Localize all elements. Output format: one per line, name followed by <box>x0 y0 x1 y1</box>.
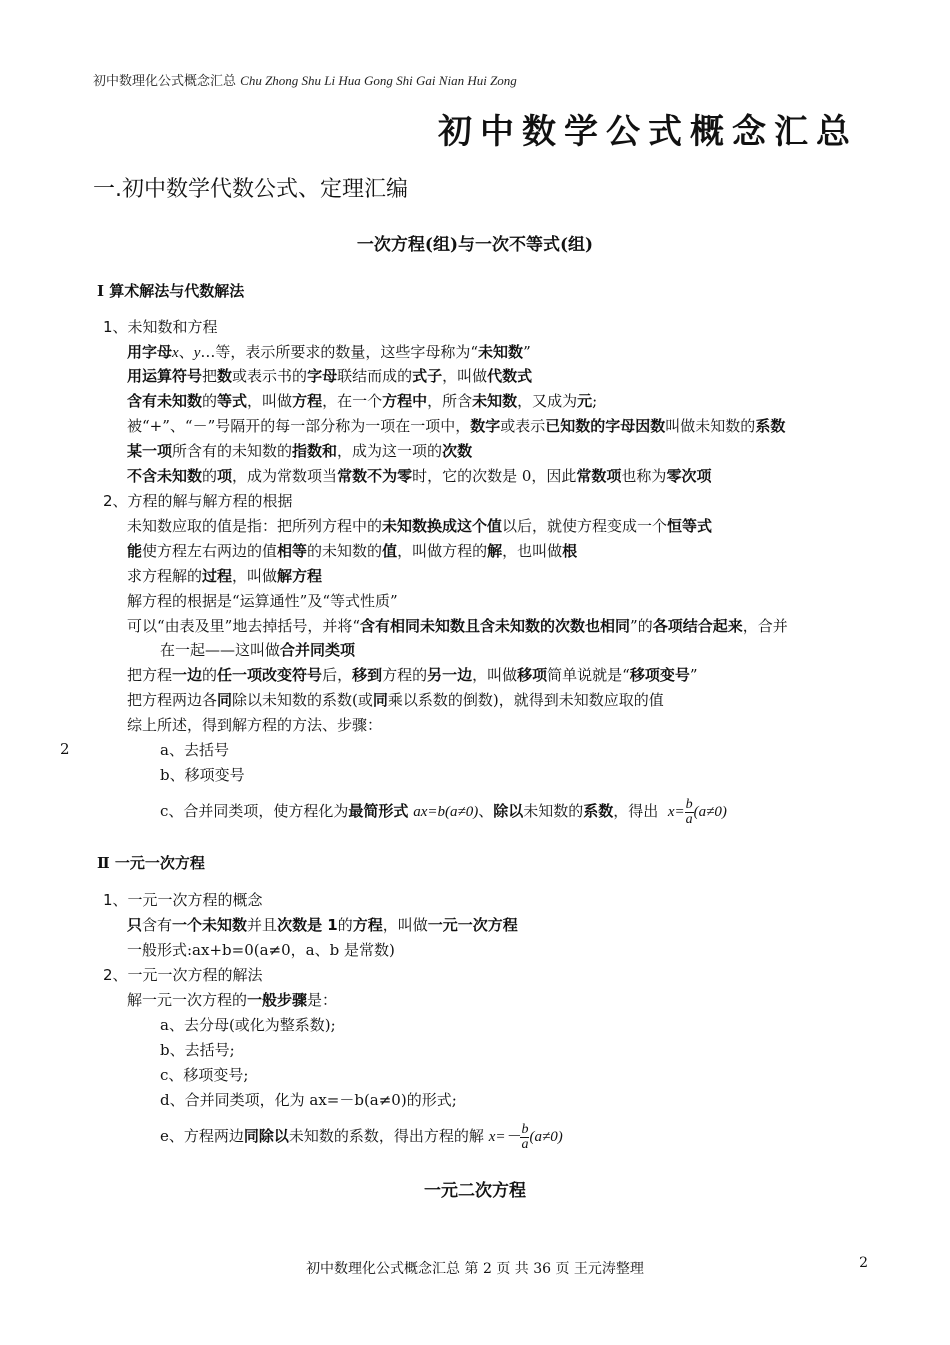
text-line: 把方程一边的任一项改变符号后，移到方程的另一边，叫做移项简单说就是“移项变号” <box>127 666 698 684</box>
part-title-arithmetic: Ⅰ 算术解法与代数解法 <box>97 282 245 300</box>
step-item: d、合并同类项，化为 ax=－b(a≠0)的形式; <box>160 1091 457 1109</box>
text-line: 用运算符号把数或表示书的字母联结而成的式子，叫做代数式 <box>127 367 533 385</box>
chapter-title-linear: 一次方程(组)与一次不等式(组) <box>356 235 594 255</box>
item-heading: 1、一元一次方程的概念 <box>103 891 263 909</box>
step-item: a、去分母(或化为整系数); <box>160 1016 336 1034</box>
step-item: b、去括号; <box>160 1041 235 1059</box>
text-line: 未知数应取的值是指：把所列方程中的未知数换成这个值以后，就使方程变成一个恒等式 <box>127 517 713 535</box>
text-line: 被“+”、“－”号隔开的每一部分称为一项在一项中，数字或表示已知数的字母因数叫做未知数的系数 <box>127 417 786 435</box>
text-line: 求方程解的过程，叫做解方程 <box>127 567 323 585</box>
fraction-b-over-a: $\frac{b}{a}$ <box>685 796 693 827</box>
step-item: e、方程两边同除以未知数的系数，得出方程的解 x=－ $\frac{b}{a}$ (a≠0) <box>160 1121 563 1152</box>
margin-page-number: 2 <box>60 740 70 758</box>
text-line: 用字母x、y…等，表示所要求的数量，这些字母称为“未知数” <box>127 343 531 361</box>
text-line: 含有未知数的等式，叫做方程，在一个方程中，所含未知数，又成为元; <box>127 392 598 410</box>
step-item: c、合并同类项，使方程化为最简形式 ax=b(a≠0)、除以未知数的系数，得出 x= $\frac{b}{a}$ (a≠0) <box>160 796 727 827</box>
text-line: 不含未知数的项，成为常数项当常数不为零时，它的次数是 0，因此常数项也称为零次项 <box>127 467 712 485</box>
text-line: 可以“由表及里”地去掉括号，并将“含有相同未知数且含未知数的次数也相同”的各项结合起来，合并 <box>127 617 788 635</box>
text-line: 只含有一个未知数并且次数是 1的方程，叫做一元一次方程 <box>127 916 518 934</box>
part-title-linear-equation: Ⅱ 一元一次方程 <box>97 854 205 872</box>
item-heading: 2、方程的解与解方程的根据 <box>103 492 293 510</box>
item-heading: 2、一元一次方程的解法 <box>103 966 263 984</box>
step-item: c、移项变号; <box>160 1066 249 1084</box>
header-text-pinyin: Chu Zhong Shu Li Hua Gong Shi Gai Nian Hui Zong <box>240 73 517 88</box>
main-title: 初中数学公式概念汇总 <box>438 112 858 152</box>
running-header <box>93 70 517 89</box>
section-title: 一.初中数学代数公式、定理汇编 <box>93 177 408 202</box>
header-text-cn: 初中数理化公式概念汇总 <box>93 74 237 89</box>
text-line: 一般形式:ax+b=0(a≠0，a、b 是常数) <box>127 941 395 959</box>
item-heading: 1、未知数和方程 <box>103 318 218 336</box>
footer-page-number: 2 <box>859 1255 868 1271</box>
text-line: 在一起——这叫做合并同类项 <box>160 641 356 659</box>
fraction-b-over-a: $\frac{b}{a}$ <box>521 1121 529 1152</box>
text-line: 综上所述，得到解方程的方法、步骤： <box>127 716 383 734</box>
step-item: b、移项变号 <box>160 766 245 784</box>
text-line: 解一元一次方程的一般步骤是： <box>127 991 338 1009</box>
chapter-title-quadratic: 一元二次方程 <box>424 1181 526 1201</box>
page-footer: 初中数理化公式概念汇总 第 2 页 共 36 页 王元涛整理 <box>306 1261 644 1277</box>
text-line: 某一项所含有的未知数的指数和，成为这一项的次数 <box>127 442 473 460</box>
step-item: a、去括号 <box>160 741 229 759</box>
text-line: 解方程的根据是“运算通性”及“等式性质” <box>127 592 398 610</box>
text-line: 能使方程左右两边的值相等的未知数的值，叫做方程的解，也叫做根 <box>127 542 578 560</box>
text-line: 把方程两边各同除以未知数的系数(或同乘以系数的倒数)，就得到未知数应取的值 <box>127 691 664 709</box>
